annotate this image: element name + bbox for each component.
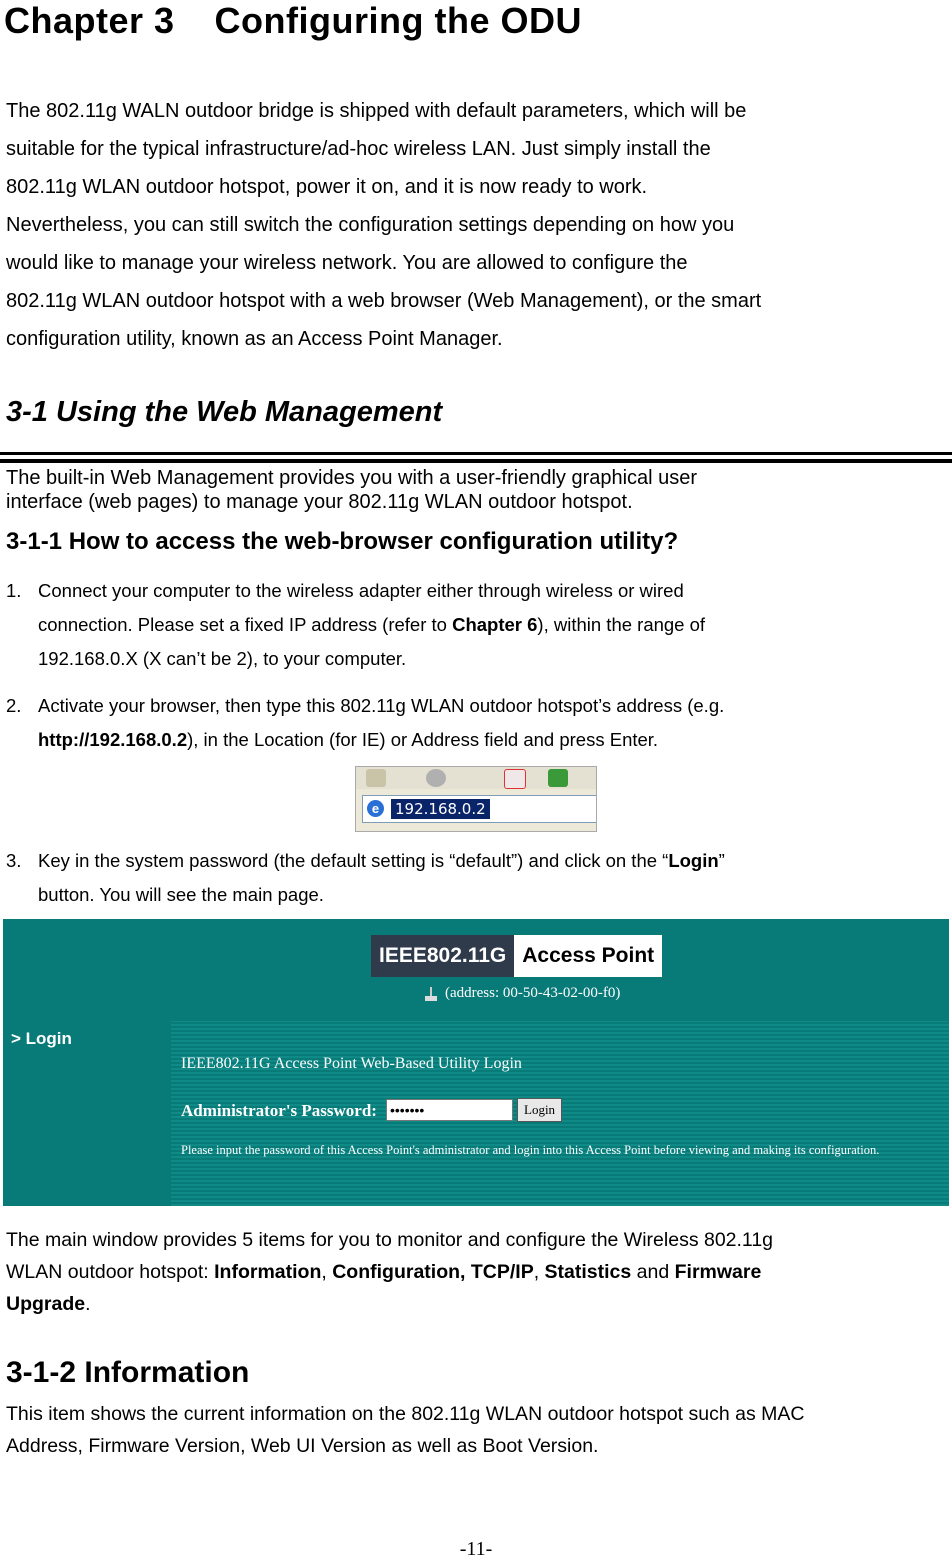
- access-point-login-screenshot: [3, 919, 949, 1206]
- stop-icon: [426, 769, 446, 787]
- antenna-icon: [425, 987, 437, 1001]
- login-hint: Please input the password of this Access Point's administrator and login into this Access Point before viewing and making its configuration.: [181, 1143, 880, 1157]
- login-title: IEEE802.11G Access Point Web-Based Utility Login: [181, 1055, 522, 1072]
- ie-icon: e: [367, 800, 384, 817]
- password-label: Administrator's Password:: [181, 1101, 377, 1120]
- browser-address-bar-screenshot: [355, 766, 597, 832]
- section-3-1-2-heading: 3-1-2 Information: [6, 1356, 250, 1389]
- favorites-icon: [504, 769, 526, 789]
- step-2: 2. Activate your browser, then type this 802.11g WLAN outdoor hotspot’s address (e.g. http://192.168.0.2), in the Location (for IE) or Address field and press Enter.: [6, 695, 725, 750]
- toolbar-icon: [366, 769, 386, 787]
- ap-address: (address: 00-50-43-02-00-f0): [425, 985, 620, 1002]
- ap-brand-banner: IEEE802.11G Access Point: [371, 935, 662, 977]
- heading-rule: [0, 459, 952, 463]
- heading-rule: [0, 452, 952, 455]
- refresh-icon: [548, 769, 568, 787]
- password-input[interactable]: •••••••: [386, 1099, 513, 1121]
- section-3-1-2-text: This item shows the current information on the 802.11g WLAN outdoor hotspot such as MAC Address, Firmware Version, Web UI Version as well as Boot Version.: [6, 1403, 805, 1457]
- login-panel: [171, 1021, 949, 1206]
- page-number: -11-: [459, 1538, 493, 1560]
- section-3-1-text: The built-in Web Management provides you with a user-friendly graphical user interface (web pages) to manage your 802.11g WLAN outdoor hotspot.: [6, 467, 698, 513]
- step-3: 3. Key in the system password (the default setting is “default”) and click on the “Login” button. You will see the main page.: [6, 850, 725, 905]
- address-input[interactable]: e 192.168.0.2: [362, 795, 597, 823]
- main-window-paragraph: The main window provides 5 items for you to monitor and configure the Wireless 802.11g WLAN outdoor hotspot: Information, Configuration, TCP/IP, Statistics and Firmware Upgrade.: [6, 1229, 774, 1315]
- step-1: 1. Connect your computer to the wireless adapter either through wireless or wired connection. Please set a fixed IP address (refer to Chapter 6), within the range of 192.168.0.X (X can’t be 2), to your computer.: [6, 580, 706, 669]
- nav-login[interactable]: > Login: [11, 1029, 72, 1048]
- login-button[interactable]: Login: [517, 1098, 562, 1122]
- section-3-1-1-heading: 3-1-1 How to access the web-browser configuration utility?: [6, 528, 679, 555]
- chapter-heading: Chapter 3 Configuring the ODU: [4, 0, 582, 41]
- intro-paragraph: The 802.11g WALN outdoor bridge is shipped with default parameters, which will be suitable for the typical infrastructure/ad-hoc wireless LAN. Just simply install the 802.11g WLAN outdoor hotspot, power it on, and it is now ready to work. Nevertheless, you can still switch the configuration settings depending on how you would like to manage your wireless network. You are allowed to configure the 802.11g WLAN outdoor hotspot with a web browser (Web Management), or the smart configuration utility, known as an Access Point Manager.: [6, 100, 762, 350]
- section-3-1-heading: 3-1 Using the Web Management: [6, 396, 443, 428]
